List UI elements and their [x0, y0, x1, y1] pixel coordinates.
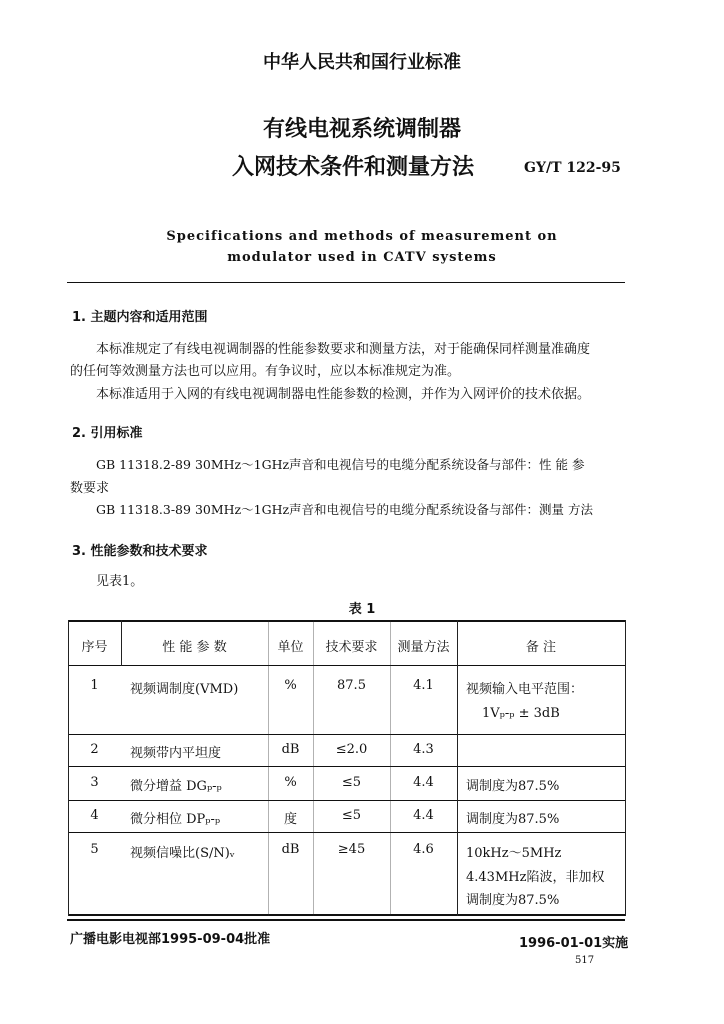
document-title-line2: 入网技术条件和测量方法 — [232, 155, 475, 180]
page-number: 517 — [575, 955, 595, 966]
row-2-method: 4.3 — [413, 742, 434, 757]
row-5-note-line-1: 10kHz～5MHz — [466, 846, 562, 861]
header-cell-parameter: 性 能 参 数 — [162, 640, 227, 655]
row-2-number: 2 — [90, 742, 99, 757]
table-column-divider — [457, 620, 458, 916]
row-1-method: 4.1 — [413, 678, 434, 693]
table-column-divider — [313, 620, 314, 916]
row-1-parameter: 视频调制度(VMD) — [130, 682, 239, 697]
approval-text: 广播电影电视部1995-09-04批准 — [70, 932, 271, 947]
row-3-number: 3 — [90, 775, 99, 790]
row-5-note-line-2: 4.43MHz陷波，非加权 — [466, 870, 605, 885]
row-1-number: 1 — [90, 678, 99, 693]
section-3-text: 见表1。 — [96, 574, 144, 589]
table-column-divider — [268, 620, 269, 916]
row-5-parameter: 视频信噪比(S/N)ᵥ — [130, 846, 235, 861]
english-title-line2: modulator used in CATV systems — [227, 250, 497, 265]
row-5-requirement: ≥45 — [337, 842, 366, 857]
row-3-unit: % — [284, 775, 297, 790]
header-cell-unit: 单位 — [277, 640, 304, 655]
row-1-requirement: 87.5 — [337, 678, 366, 693]
header-cell-method: 测量方法 — [397, 640, 450, 655]
row-2-parameter: 视频带内平坦度 — [130, 746, 222, 761]
implementation-date: 1996-01-01实施 — [519, 936, 629, 951]
row-5-method: 4.6 — [413, 842, 434, 857]
header-cell-number: 序号 — [81, 640, 108, 655]
row-4-number: 4 — [90, 808, 99, 823]
row-1-note-line-1: 视频输入电平范围： — [466, 682, 584, 697]
english-title-line1: Specifications and methods of measurement on — [166, 229, 558, 244]
section-1-paragraph-1-line-1: 本标准规定了有线电视调制器的性能参数要求和测量方法，对于能确保同样测量准确度 — [96, 342, 591, 357]
table-row-divider — [68, 800, 626, 801]
header-divider — [67, 282, 625, 283]
document-title-line1: 有线电视系统调制器 — [262, 117, 461, 142]
table-top-border — [68, 620, 626, 622]
table-row-divider — [68, 766, 626, 767]
row-5-note-line-3: 调制度为87.5% — [466, 893, 560, 908]
row-5-number: 5 — [90, 842, 99, 857]
row-4-unit: 度 — [283, 812, 297, 827]
row-3-method: 4.4 — [413, 775, 434, 790]
reference-1-line-2: 数要求 — [70, 481, 110, 496]
row-1-note-line-2: 1Vₚ-ₚ ± 3dB — [482, 706, 560, 721]
row-5-unit: dB — [281, 842, 300, 857]
header-cell-note: 备 注 — [525, 640, 557, 655]
footer-divider — [67, 919, 625, 921]
row-4-method: 4.4 — [413, 808, 434, 823]
row-3-parameter: 微分增益 DGₚ-ₚ — [130, 779, 222, 794]
section-1-paragraph-1-line-2: 的任何等效测量方法也可以应用。有争议时，应以本标准规定为准。 — [70, 364, 461, 379]
table-column-divider — [625, 620, 626, 916]
header-cell-requirement: 技术要求 — [325, 640, 378, 655]
table-caption: 表 1 — [348, 602, 376, 617]
reference-2: GB 11318.3-89 30MHz～1GHz声音和电视信号的电缆分配系统设备与部件：测量 方法 — [96, 502, 594, 517]
table-header-divider — [68, 665, 626, 666]
row-4-note: 调制度为87.5% — [466, 812, 560, 827]
standard-code: GY/T 122-95 — [524, 160, 621, 176]
row-2-unit: dB — [281, 742, 300, 757]
table-column-divider — [390, 620, 391, 916]
row-3-note: 调制度为87.5% — [466, 779, 560, 794]
reference-1-line-1: GB 11318.2-89 30MHz～1GHz声音和电视信号的电缆分配系统设备与部件：性 能 参 — [96, 457, 585, 472]
table-column-divider — [68, 620, 69, 916]
row-1-unit: % — [284, 678, 297, 693]
row-4-requirement: ≤5 — [341, 808, 362, 823]
table-row-divider — [68, 734, 626, 735]
section-1-heading: 1. 主题内容和适用范围 — [72, 310, 208, 325]
section-1-paragraph-2: 本标准适用于入网的有线电视调制器电性能参数的检测，并作为入网评价的技术依据。 — [96, 387, 591, 402]
row-3-requirement: ≤5 — [341, 775, 362, 790]
parameters-table — [68, 620, 626, 916]
row-4-parameter: 微分相位 DPₚ-ₚ — [130, 812, 221, 827]
table-bottom-border — [68, 914, 626, 916]
section-3-heading: 3. 性能参数和技术要求 — [72, 544, 208, 559]
category-title: 中华人民共和国行业标准 — [263, 52, 461, 73]
row-2-requirement: ≤2.0 — [335, 742, 368, 757]
section-2-heading: 2. 引用标准 — [72, 426, 143, 441]
table-row-divider — [68, 832, 626, 833]
